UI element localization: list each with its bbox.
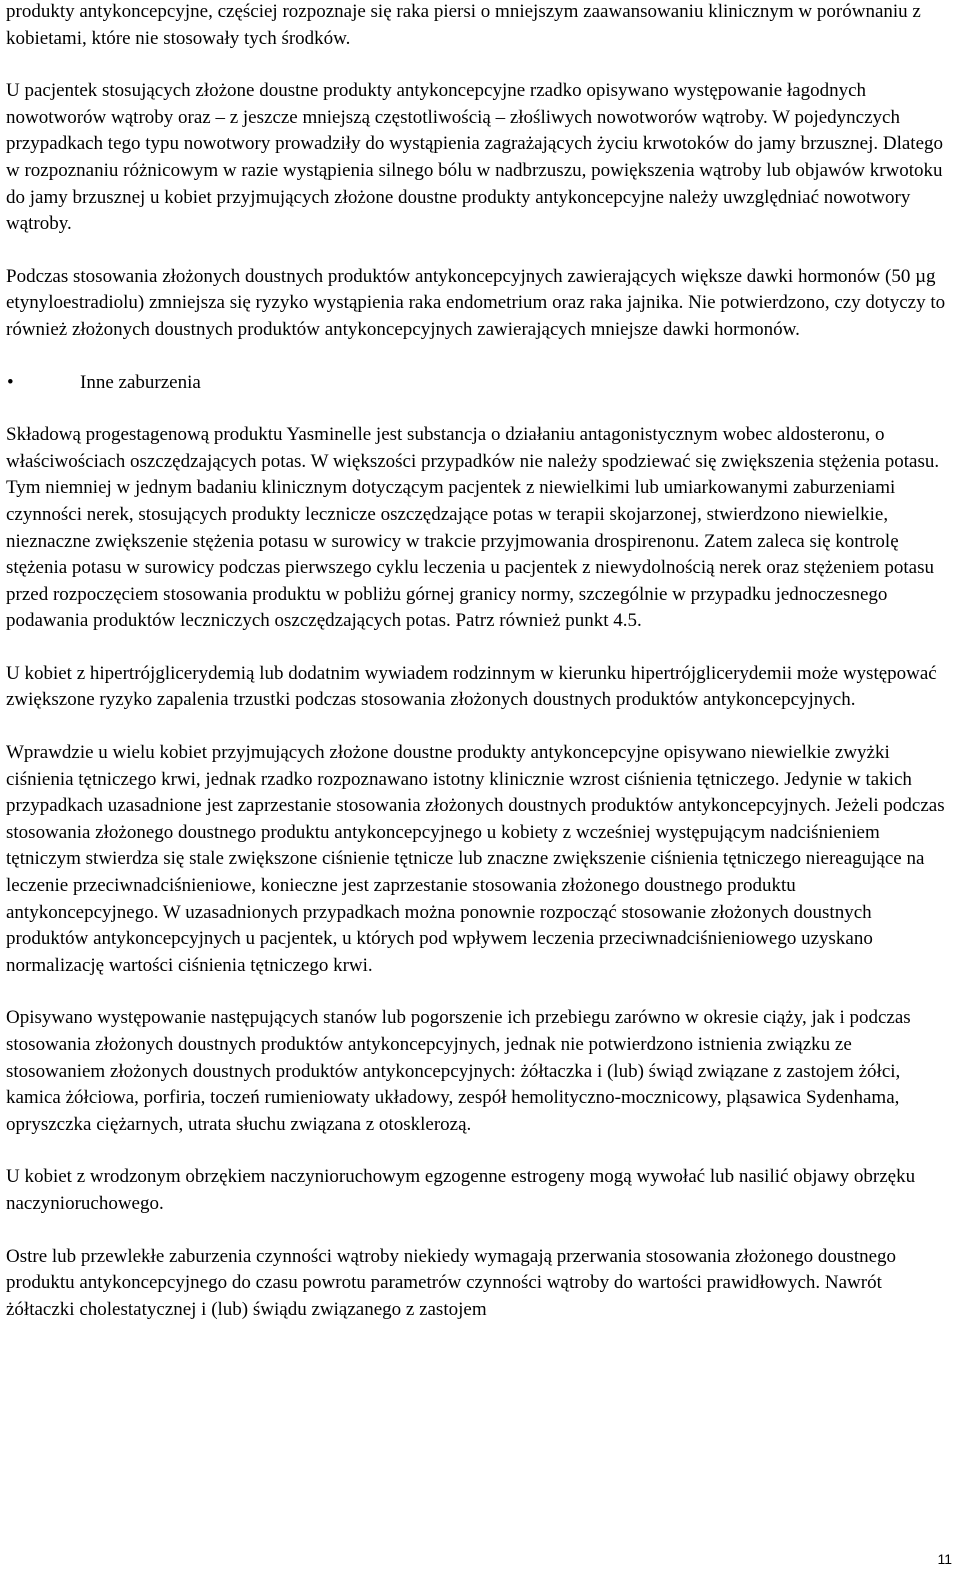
paragraph-potassium: Składową progestagenową produktu Yasminelle jest substancja o działaniu antagonistycznym wobec aldosteronu, o właściwościach oszczędzających potas. W większości przypadków nie należy spodziewać się zwiększenia stężenia potasu. Tym niemniej w jednym badaniu klinicznym dotyczącym pacjentek z niewielkimi lub umiarkowanymi zaburzeniami czynności nerek, stosujących produkty lecznicze oszczędzające potas w terapii skojarzonej, stwierdzono niewielkie, nieznaczne zwiększenie stężenia potasu w surowicy w trakcie przyjmowania drospirenonu. Zatem zaleca się kontrolę stężenia potasu w surowicy podczas pierwszego cyklu leczenia u pacjentek z niewydolnością nerek oraz stężeniem potasu przed rozpoczęciem stosowania produktu w pobliżu górnej granicy normy, szczególnie w przypadku jednoczesnego podawania produktów leczniczych oszczędzających potas. Patrz również punkt 4.5. — [6, 424, 940, 632]
document-page — [6, 0, 952, 1349]
page-number: 11 — [937, 1551, 952, 1567]
paragraph-hypertriglyceridemia: U kobiet z hipertrójglicerydemią lub dodatnim wywiadem rodzinnym w kierunku hipertrójglicerydemii może występować zwiększone ryzyko zapalenia trzustki podczas stosowania złożonych doustnych produktów antykoncepcyjnych. — [6, 662, 937, 711]
section-heading-other-disorders: Inne zaburzenia — [80, 371, 201, 393]
paragraph-pregnancy-conditions: Opisywano występowanie następujących stanów lub pogorszenie ich przebiegu zarówno w okresie ciąży, jak i podczas stosowania złożonych doustnych produktów antykoncepcyjnych, jednak nie potwierdzono istnienia związku ze stosowaniem złożonych doustnych produktów antykoncepcyjnych: żółtaczka i (lub) świąd związane z zastojem żółci, kamica żółciowa, porfiria, toczeń rumieniowaty układowy, zespół hemolityczno-mocznicowy, pląsawica Sydenhama, opryszczka ciężarnych, utrata słuchu związana z otosklerozą. — [6, 1007, 911, 1135]
paragraph-endometrial-ovarian-cancer: Podczas stosowania złożonych doustnych produktów antykoncepcyjnych zawierających większe dawki hormonów (50 µg etynyloestradiolu) zmniejsza się ryzyko wystąpienia raka endometrium oraz raka jajnika. Nie potwierdzono, czy dotyczy to również złożonych doustnych produktów antykoncepcyjnych zawierających mniejsze dawki hormonów. — [6, 265, 946, 340]
paragraph-liver-function: Ostre lub przewlekłe zaburzenia czynności wątroby niekiedy wymagają przerwania stosowania złożonego doustnego produktu antykoncepcyjnego do czasu powrotu parametrów czynności wątroby do wartości prawidłowych. Nawrót żółtaczki cholestatycznej i (lub) świądu związanego z zastojem — [6, 1245, 897, 1320]
paragraph-angioedema: U kobiet z wrodzonym obrzękiem naczynioruchowym egzogenne estrogeny mogą wywołać lub nasilić objawy obrzęku naczynioruchowego. — [6, 1166, 916, 1214]
bullet-list-item — [6, 370, 952, 397]
bullet-icon: • — [7, 371, 14, 393]
paragraph-breast-cancer-continuation: produkty antykoncepcyjne, częściej rozpoznaje się raka piersi o mniejszym zaawansowaniu klinicznym w porównaniu z kobietami, które nie stosowały tych środków. — [6, 1, 921, 49]
paragraph-liver-tumors: U pacjentek stosujących złożone doustne produkty antykoncepcyjne rzadko opisywano występowanie łagodnych nowotworów wątroby oraz – z jeszcze mniejszą częstotliwością – złośliwych nowotworów wątroby. W pojedynczych przypadkach tego typu nowotwory prowadziły do wystąpienia zagrażających życiu krwotoków do jamy brzusznej. Dlatego w rozpoznaniu różnicowym w razie wystąpienia silnego bólu w nadbrzuszu, powiększenia wątroby lub objawów krwotoku do jamy brzusznej u kobiet przyjmujących złożone doustne produkty antykoncepcyjne należy uwzględniać nowotwory wątroby. — [6, 80, 944, 235]
paragraph-blood-pressure: Wprawdzie u wielu kobiet przyjmujących złożone doustne produkty antykoncepcyjne opisywano niewielkie zwyżki ciśnienia tętniczego krwi, jednak rzadko rozpoznawano istotny klinicznie wzrost ciśnienia tętniczego. Jedynie w takich przypadkach uzasadnione jest zaprzestanie stosowania złożonych doustnych produktów antykoncepcyjnych. Jeżeli podczas stosowania złożonego doustnego produktu antykoncepcyjnego u kobiety z wcześniej występującym nadciśnieniem tętniczym stwierdza się stale zwiększone ciśnienie tętnicze lub znaczne zwiększenie ciśnienia tętniczego niereagujące na leczenie przeciwnadciśnieniowe, konieczne jest zaprzestanie stosowania złożonego doustnego produktu antykoncepcyjnego. W uzasadnionych przypadkach można ponownie rozpocząć stosowanie złożonych doustnych produktów antykoncepcyjnych u pacjentek, u których pod wpływem leczenia przeciwnadciśnieniowego uzyskano normalizację wartości ciśnienia tętniczego krwi. — [6, 742, 945, 976]
